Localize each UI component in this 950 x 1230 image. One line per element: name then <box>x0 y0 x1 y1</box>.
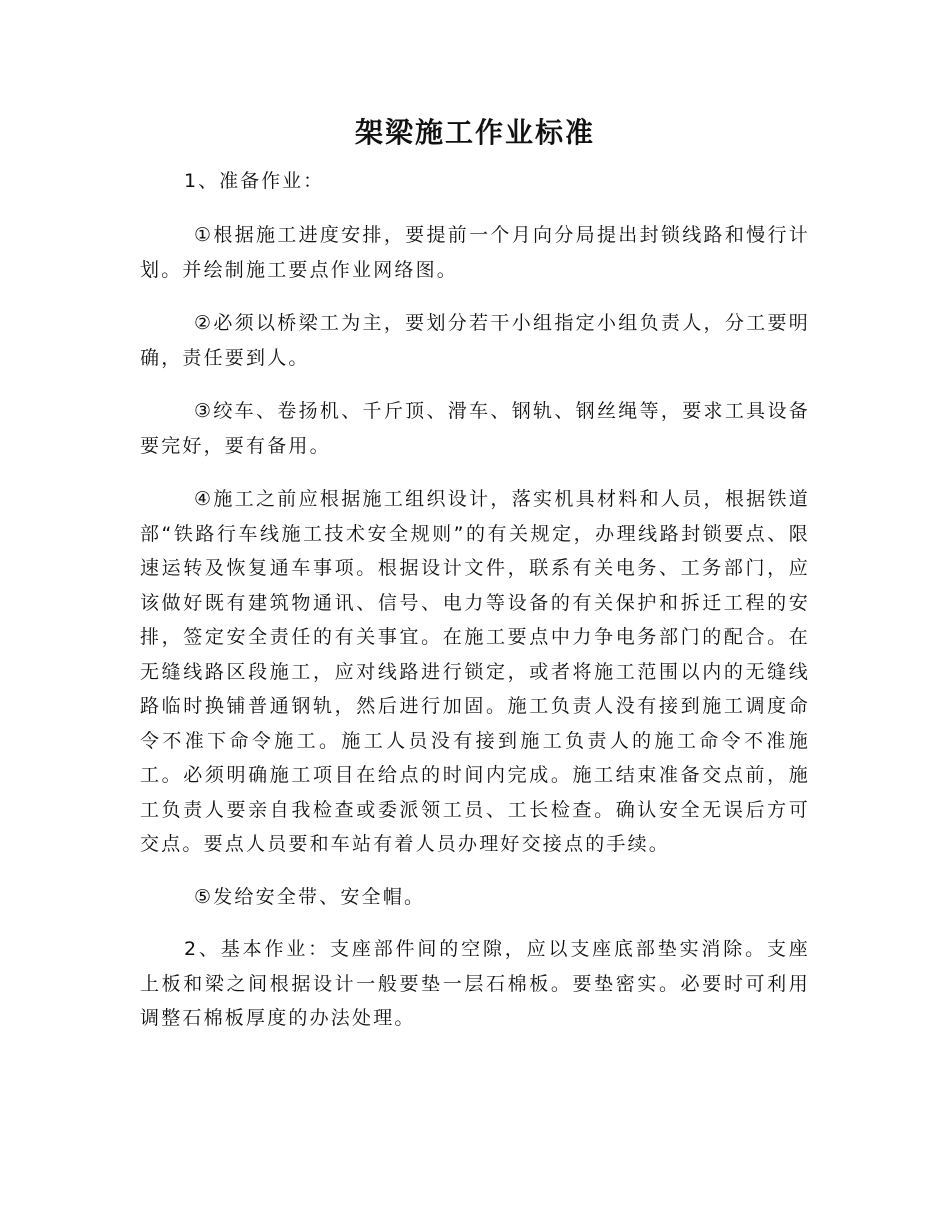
item-3-paragraph: ③绞车、卷扬机、千斤顶、滑车、钢轨、钢丝绳等，要求工具设备要完好，要有备用。 <box>140 400 810 457</box>
item-1-paragraph: ①根据施工进度安排，要提前一个月向分局提出封锁线路和慢行计划。并绘制施工要点作业网络图。 <box>140 224 810 281</box>
document-page <box>140 110 810 1036</box>
section-1-heading: 1、准备作业： <box>184 170 325 192</box>
document-title: 架梁施工作业标准 <box>354 116 595 149</box>
item-5-paragraph: ⑤发给安全带、安全帽。 <box>194 885 426 908</box>
item-4-paragraph: ④施工之前应根据施工组织设计，落实机具材料和人员，根据铁道部“铁路行车线施工技术安全规则”的有关规定，办理线路封锁要点、限速运转及恢复通车事项。根据设计文件，联系有关电务、工务部门，应该做好既有建筑物通讯、信号、电力等设备的有关保护和拆迁工程的安排，签定安全责任的有关事宜。在施工要点中力争电务部门的配合。在无缝线路区段施工，应对线路进行锁定，或者将施工范围以内的无缝线路临时换铺普通钢轨，然后进行加固。施工负责人没有接到施工调度命令不准下命令施工。施工人员没有接到施工负责人的施工命令不准施工。必须明确施工项目在给点的时间内完成。施工结束准备交点前，施工负责人要亲自我检查或委派领工员、工长检查。确认安全无误后方可交点。要点人员要和车站有着人员办理好交接点的手续。 <box>140 488 810 855</box>
item-2-paragraph: ②必须以桥梁工为主，要划分若干小组指定小组负责人，分工要明确，责任要到人。 <box>140 312 810 369</box>
section-2-paragraph: 2、基本作业：支座部件间的空隙，应以支座底部垫实消除。支座上板和梁之间根据设计一般要垫一层石棉板。要垫密实。必要时可利用调整石棉板厚度的办法处理。 <box>140 938 810 1029</box>
